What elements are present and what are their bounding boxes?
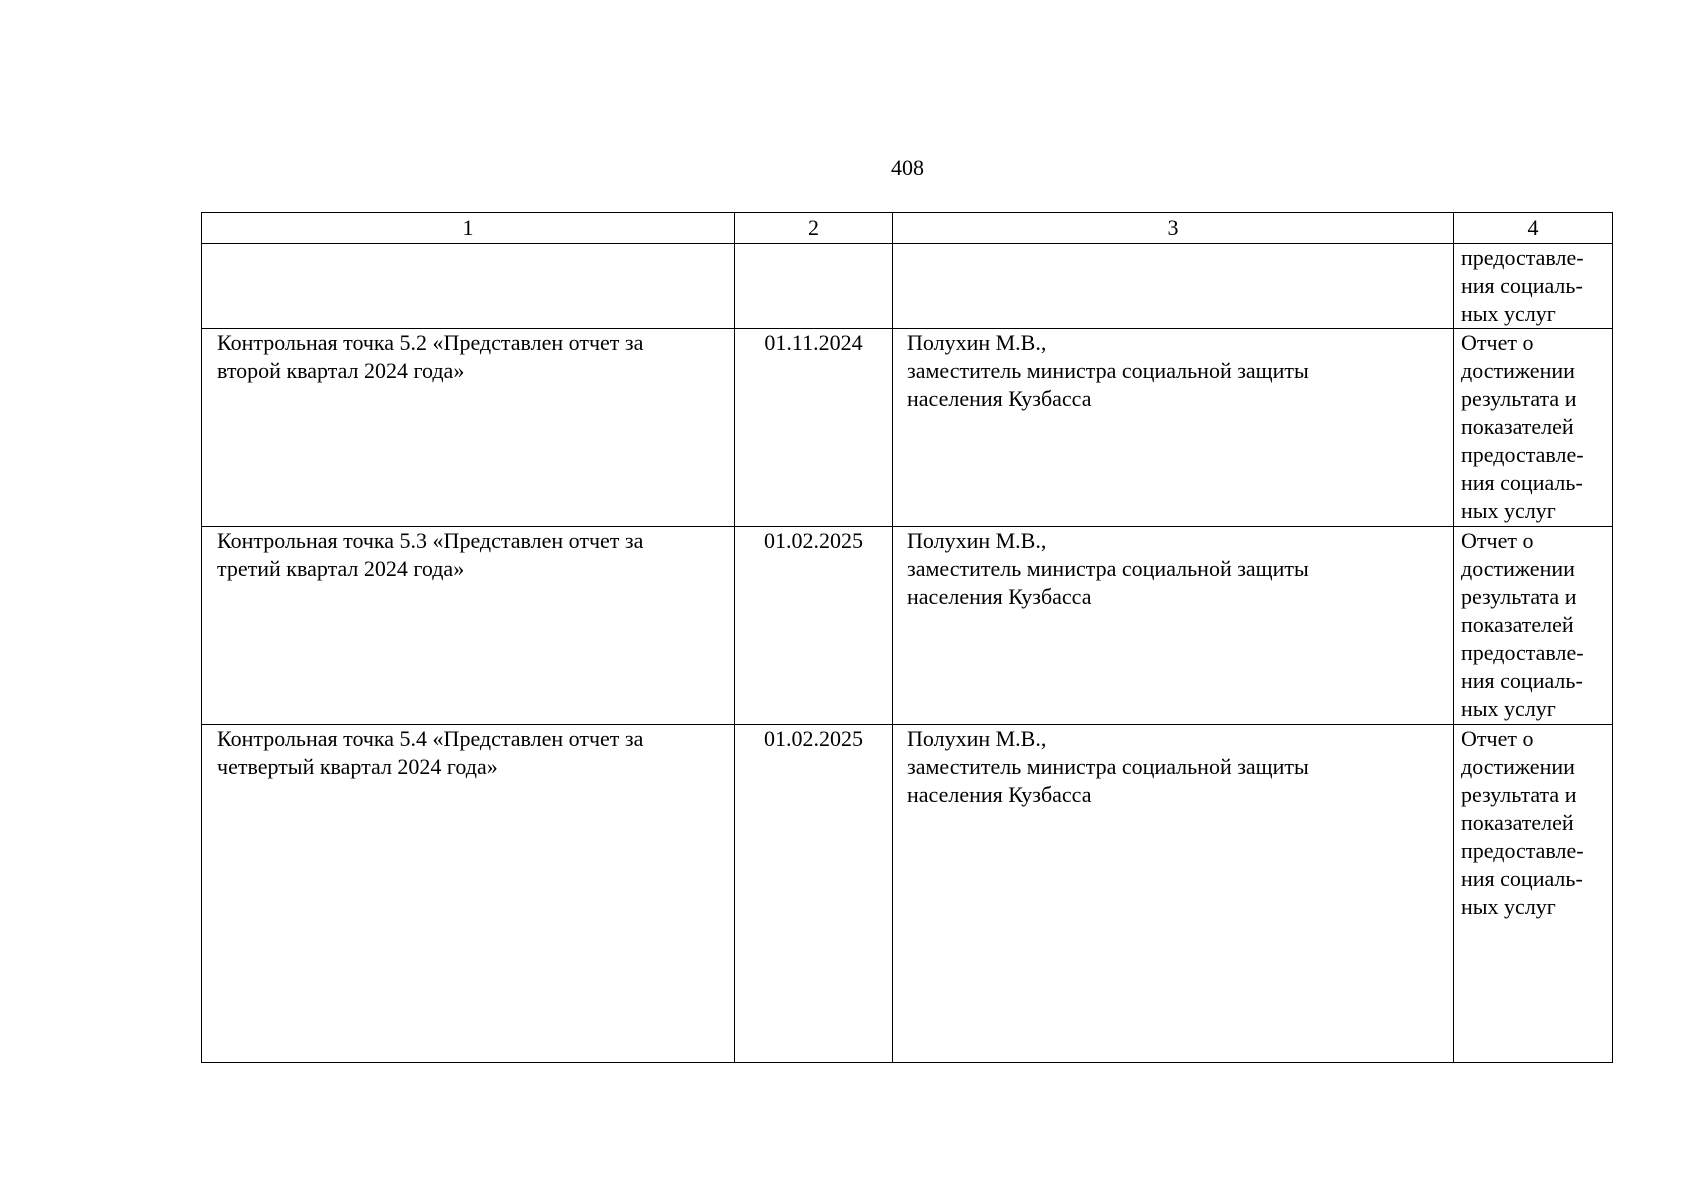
table-cell-name: Контрольная точка 5.3 «Представлен отчет за третий квартал 2024 года» bbox=[202, 527, 735, 725]
table-cell-date: 01.02.2025 bbox=[735, 725, 893, 1063]
table-cell-result: Отчет о достижении результата и показателей предоставле- ния социаль- ных услуг bbox=[1454, 527, 1613, 725]
table-header-row bbox=[202, 213, 1613, 244]
table-row bbox=[202, 527, 1613, 725]
column-header-1: 1 bbox=[202, 213, 735, 244]
column-header-4: 4 bbox=[1454, 213, 1613, 244]
table-cell-responsible bbox=[893, 244, 1454, 329]
table-cell-date: 01.02.2025 bbox=[735, 527, 893, 725]
table-cell-name: Контрольная точка 5.4 «Представлен отчет за четвертый квартал 2024 года» bbox=[202, 725, 735, 1063]
table-cell-date bbox=[735, 244, 893, 329]
table-cell-name bbox=[202, 244, 735, 329]
table-cell-result: Отчет о достижении результата и показателей предоставле- ния социаль- ных услуг bbox=[1454, 329, 1613, 527]
table-row bbox=[202, 725, 1613, 1063]
table-cell-responsible: Полухин М.В., заместитель министра социальной защиты населения Кузбасса bbox=[893, 527, 1454, 725]
document-table bbox=[201, 212, 1613, 1063]
table-cell-responsible: Полухин М.В., заместитель министра социальной защиты населения Кузбасса bbox=[893, 329, 1454, 527]
page-number: 408 bbox=[891, 155, 924, 180]
table-cell-date: 01.11.2024 bbox=[735, 329, 893, 527]
table-row bbox=[202, 329, 1613, 527]
table-cell-name: Контрольная точка 5.2 «Представлен отчет за второй квартал 2024 года» bbox=[202, 329, 735, 527]
column-header-3: 3 bbox=[893, 213, 1454, 244]
table-cell-responsible: Полухин М.В., заместитель министра социальной защиты населения Кузбасса bbox=[893, 725, 1454, 1063]
table-cell-result: предоставле- ния социаль- ных услуг bbox=[1454, 244, 1613, 329]
column-header-2: 2 bbox=[735, 213, 893, 244]
table-row-continuation bbox=[202, 244, 1613, 329]
table-cell-result: Отчет о достижении результата и показателей предоставле- ния социаль- ных услуг bbox=[1454, 725, 1613, 1063]
